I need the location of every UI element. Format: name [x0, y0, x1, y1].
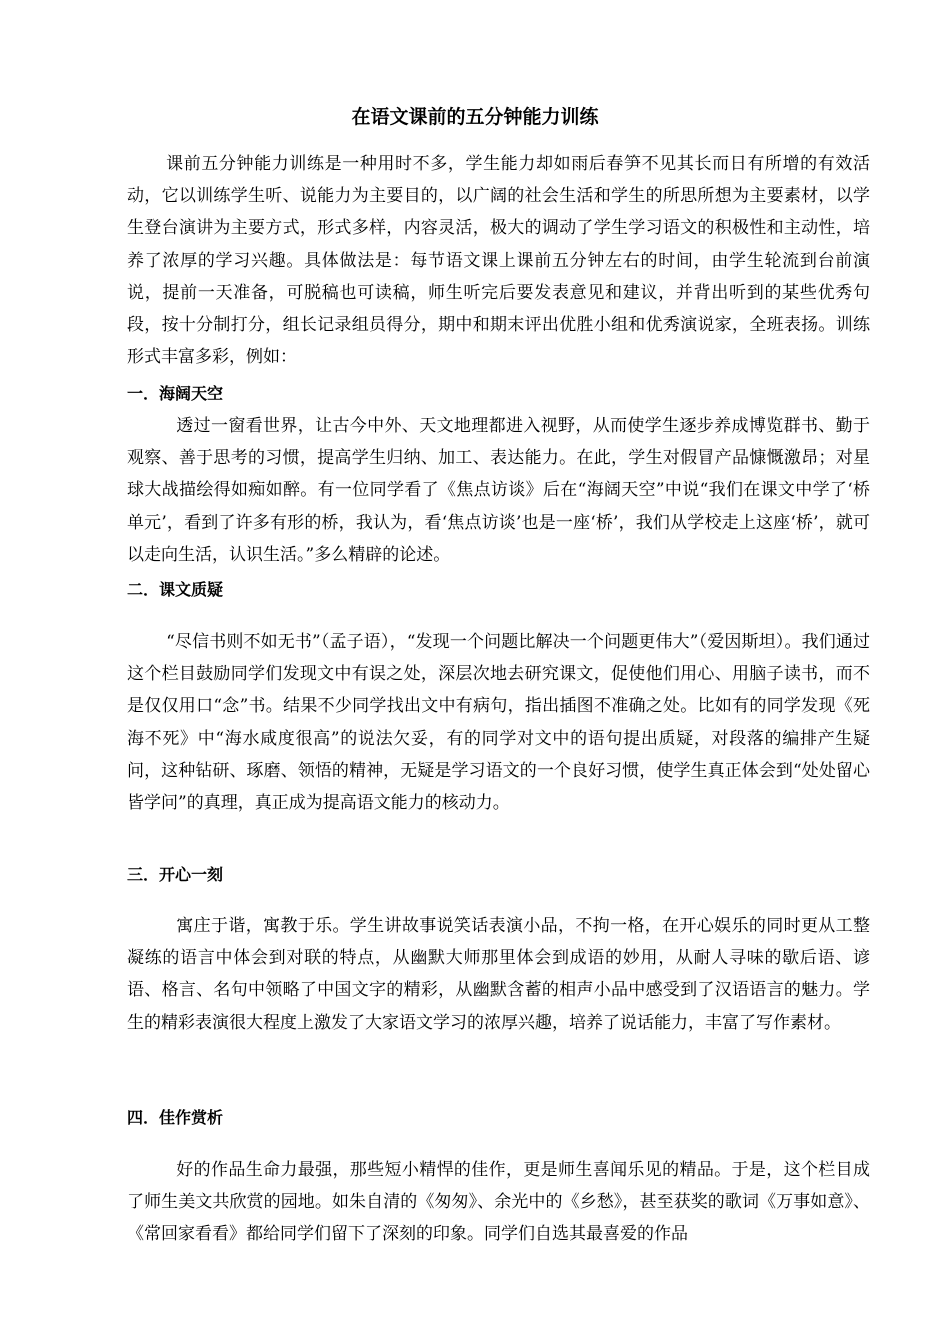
- page-title: 在语文课前的五分钟能力训练: [351, 106, 599, 128]
- section-body-1: 透过一窗看世界，让古今中外、天文地理都进入视野，从而使学生逐步养成博览群书、勤于观察、善于思考的习惯，提高学生归纳、加工、表达能力。在此，学生对假冒产品慷慨激昂；对星球大战描绘得如痴如醉。有一位同学看了《焦点访谈》后在“海阔天空”中说“我们在课文中学了‘桥单元’，看到了许多有形的桥，我认为，看‘焦点访谈’也是一座‘桥’，我们从学校走上这座‘桥’，就可以走向生活，认识生活。”多么精辟的论述。: [127, 416, 870, 565]
- section-heading-2: 二．课文质疑: [127, 580, 224, 599]
- section-heading-3: 三．开心一刻: [127, 865, 224, 884]
- section-heading-1: 一．海阔天空: [127, 384, 224, 403]
- section-heading-4: 四．佳作赏析: [127, 1108, 224, 1127]
- section-body-4: 好的作品生命力最强，那些短小精悍的佳作，更是师生喜闻乐见的精品。于是，这个栏目成了师生美文共欣赏的园地。如朱自清的《匆匆》、余光中的《乡愁》，甚至获奖的歌词《万事如意》、《常回家看看》都给同学们留下了深刻的印象。同学们自选其最喜爱的作品: [127, 1160, 870, 1245]
- section-body-2: “尽信书则不如无书”（孟子语），“发现一个问题比解决一个问题更伟大”（爱因斯坦）。我们通过这个栏目鼓励同学们发现文中有误之处，深层次地去研究课文，促使他们用心、用脑子读书，而不是仅仅用口“念”书。结果不少同学找出文中有病句，指出插图不准确之处。比如有的同学发现《死海不死》中“海水咸度很高”的说法欠妥，有的同学对文中的语句提出质疑，对段落的编排产生疑问，这种钻研、琢磨、领悟的精神，无疑是学习语文的一个良好习惯，使学生真正体会到“处处留心皆学问”的真理，真正成为提高语文能力的核动力。: [127, 632, 870, 814]
- section-body-3: 寓庄于谐，寓教于乐。学生讲故事说笑话表演小品，不拘一格，在开心娱乐的同时更从工整凝练的语言中体会到对联的特点，从幽默大师那里体会到成语的妙用，从耐人寻味的歇后语、谚语、格言、名句中领略了中国文字的精彩，从幽默含蓄的相声小品中感受到了汉语语言的魅力。学生的精彩表演很大程度上激发了大家语文学习的浓厚兴趣，培养了说话能力，丰富了写作素材。: [127, 916, 870, 1033]
- intro-paragraph: 课前五分钟能力训练是一种用时不多，学生能力却如雨后春笋不见其长而日有所增的有效活动，它以训练学生听、说能力为主要目的，以广阔的社会生活和学生的所思所想为主要素材，以学生登台演讲为主要方式，形式多样，内容灵活，极大的调动了学生学习语文的积极性和主动性，培养了浓厚的学习兴趣。具体做法是：每节语文课上课前五分钟左右的时间，由学生轮流到台前演说，提前一天准备，可脱稿也可读稿，师生听完后要发表意见和建议，并背出听到的某些优秀句段，按十分制打分，组长记录组员得分，期中和期末评出优胜小组和优秀演说家，全班表扬。训练形式丰富多彩，例如：: [127, 154, 870, 368]
